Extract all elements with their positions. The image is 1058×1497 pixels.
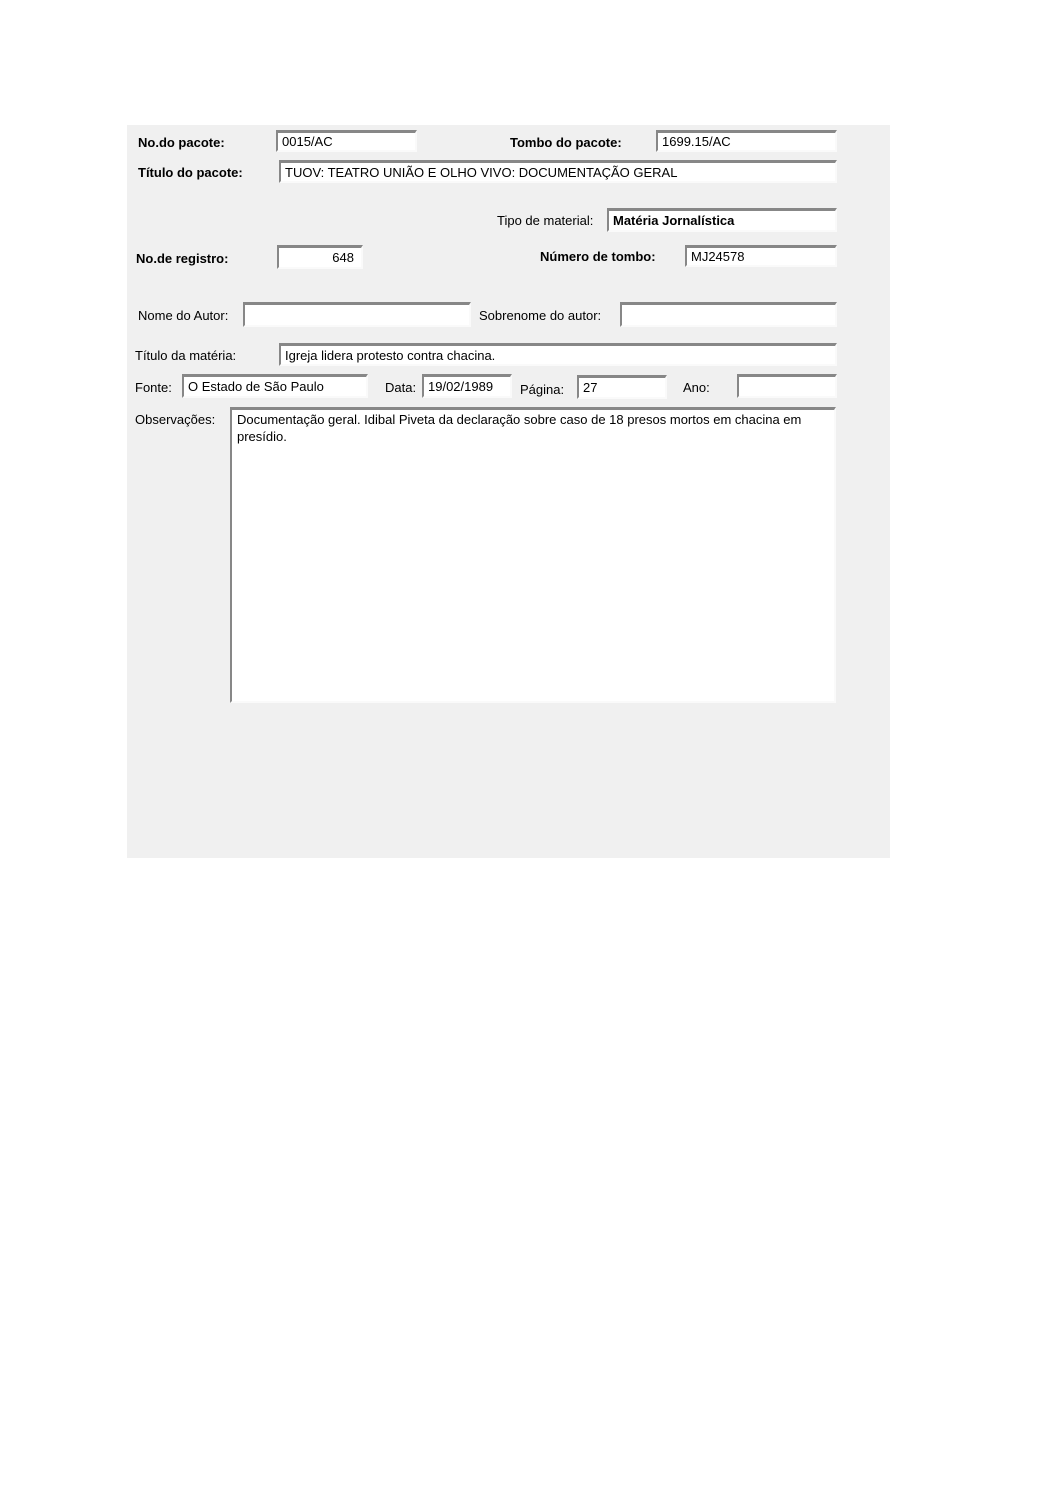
titulo-materia-input[interactable]	[279, 343, 837, 366]
no-registro-label: No.de registro:	[136, 251, 229, 266]
nome-autor-label: Nome do Autor:	[138, 308, 229, 323]
sobrenome-autor-input[interactable]	[620, 302, 837, 327]
no-pacote-input[interactable]	[276, 130, 417, 152]
observacoes-label: Observações:	[135, 412, 216, 427]
numero-tombo-input[interactable]	[685, 245, 837, 267]
fonte-label: Fonte:	[135, 380, 172, 395]
observacoes-textarea[interactable]	[230, 407, 836, 703]
nome-autor-input[interactable]	[243, 302, 471, 327]
pagina-label: Página:	[520, 382, 565, 397]
no-pacote-label: No.do pacote:	[138, 135, 225, 150]
titulo-pacote-input[interactable]	[279, 160, 837, 183]
numero-tombo-label: Número de tombo:	[540, 249, 656, 264]
tipo-material-input[interactable]	[607, 208, 837, 232]
tipo-material-label: Tipo de material:	[497, 213, 594, 228]
pagina-input[interactable]	[577, 375, 667, 399]
titulo-pacote-label: Título do pacote:	[138, 165, 243, 180]
ano-input[interactable]	[737, 374, 837, 398]
record-form-panel	[127, 125, 890, 858]
data-label: Data:	[385, 380, 417, 395]
tombo-pacote-input[interactable]	[656, 130, 837, 152]
tombo-pacote-label: Tombo do pacote:	[510, 135, 622, 150]
sobrenome-autor-label: Sobrenome do autor:	[479, 308, 602, 323]
titulo-materia-label: Título da matéria:	[135, 348, 237, 363]
fonte-input[interactable]	[182, 374, 368, 398]
ano-label: Ano:	[683, 380, 710, 395]
data-input[interactable]	[422, 374, 512, 398]
no-registro-input[interactable]	[277, 245, 363, 269]
